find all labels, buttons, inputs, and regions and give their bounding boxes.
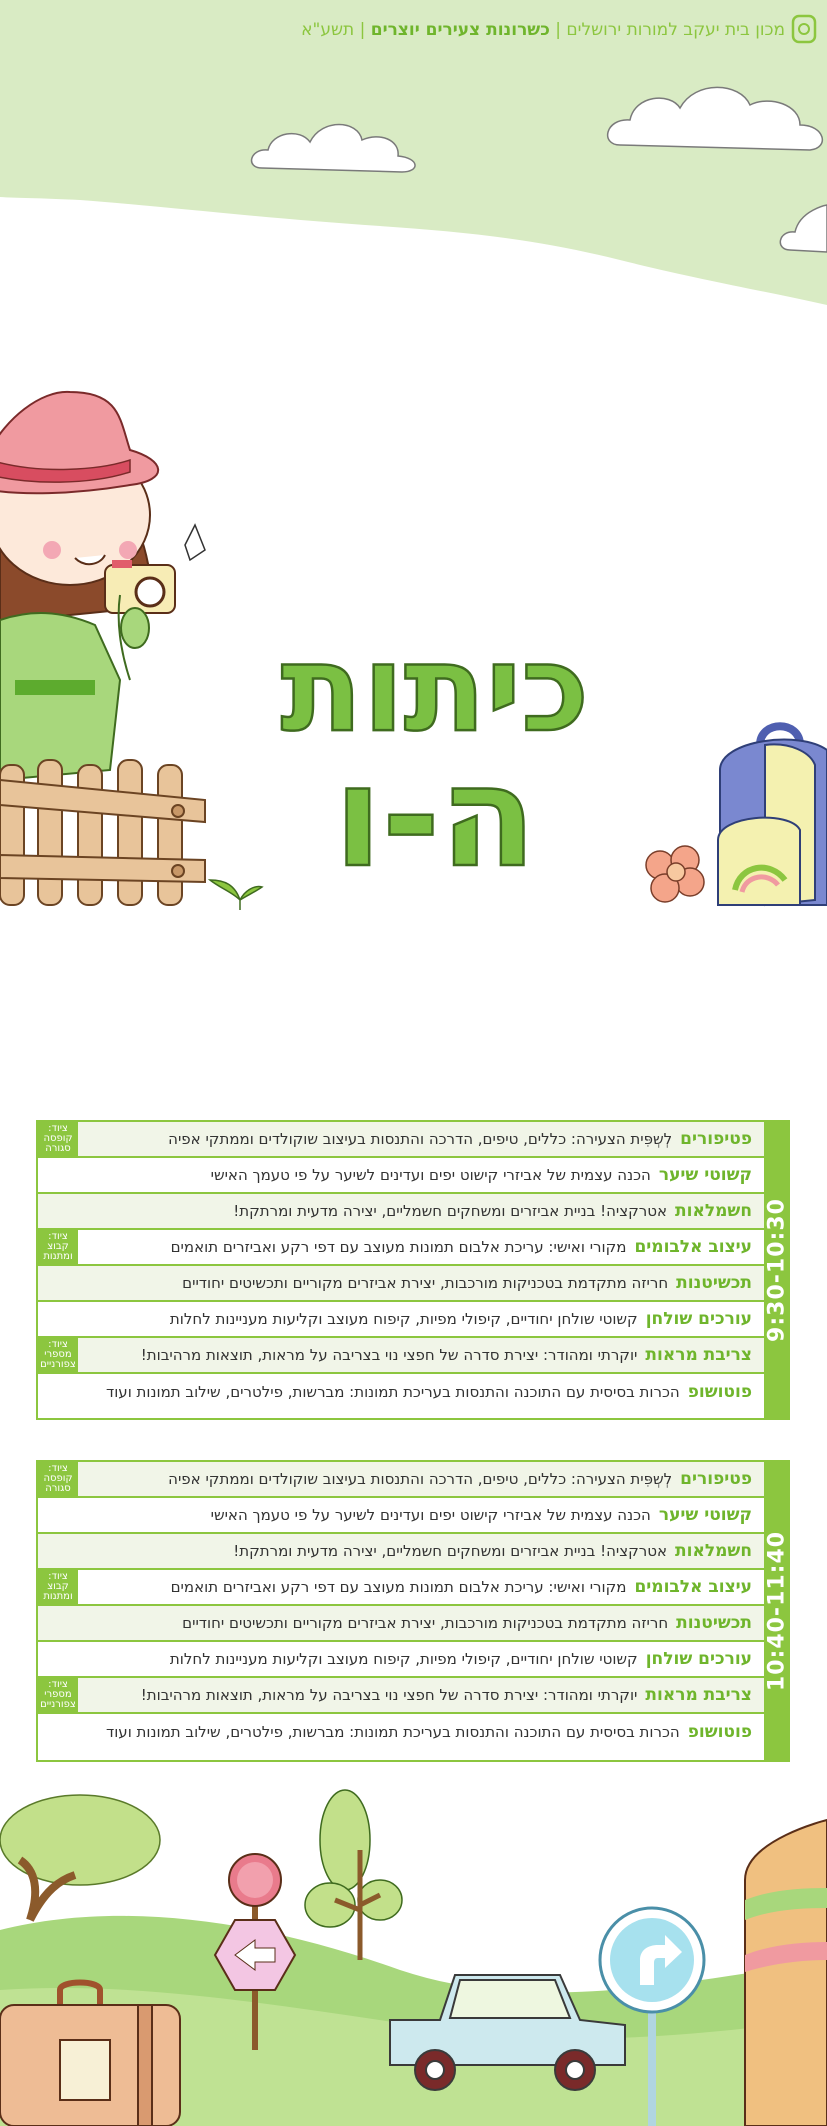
workshop-name: חשמלאות [675,1541,752,1561]
title-line1: כיתות [280,620,590,759]
workshop-list [36,1120,764,1420]
workshop-description: לְשְפִּית הצעירה: כללים, טיפים, הדרכה והתנסות בעיצוב שוקולדים וממתקי אפיה [168,1130,673,1148]
time-slot: 10:40-11:40 [764,1530,790,1692]
workshop-row [38,1122,764,1158]
workshop-description: קשוטי שולחן יחודיים, קיפולי מפיות, קיפוח מעוצב וקליעות מעניינות לחלות [169,1650,638,1668]
workshop-name: פטיפורים [680,1469,752,1489]
time-slot-bar [764,1460,790,1762]
equipment-line: ציוד: [48,1463,68,1474]
workshop-name: תכשיטנות [676,1273,752,1293]
workshop-description: יוקרתי ומהודר: יצירת סדרה של חפצי נוי בצריבה על מראות, תוצאות מרהיבות! [140,1686,638,1704]
equipment-line: ציוד: [48,1231,68,1242]
workshop-description: הכנה עצמית של אביזרי קישוט יפים ועדינים לשיער על פי טעמך האישי [210,1506,651,1524]
equipment-line: קופסה [43,1133,73,1144]
equipment-line: צפורניים [40,1699,76,1710]
equipment-badge [38,1462,78,1496]
workshop-description: קשוטי שולחן יחודיים, קיפולי מפיות, קיפוח מעוצב וקליעות מעניינות לחלות [169,1310,638,1328]
equipment-line: סגורה [45,1143,71,1154]
workshop-row [38,1498,764,1534]
workshop-name: עורכים שולחן [645,1309,752,1329]
workshop-description: חריזה מתקדמת בטכניקות מורכבות, יצירת אביזרים מקוריים ותכשיטים יחודיים [182,1614,669,1632]
workshop-description: הכנה עצמית של אביזרי קישוט יפים ועדינים לשיער על פי טעמך האישי [210,1166,651,1184]
workshop-description: מקורי ואישי: עריכת אלבום תמונות מעוצב עם דפי רקע ואביזרים תואמים [170,1238,627,1256]
sky-background [0,0,827,320]
suitcase-icon [0,1983,180,2126]
flower-icon [646,846,704,902]
backpack-icon [718,726,827,905]
tree-icon [0,1795,160,1920]
workshop-description: אטרקציה! בניית אביזרים ומשחקים חשמליים, יצירה מדעית ומרתקת! [233,1542,668,1560]
workshop-description: לְשְפִּית הצעירה: כללים, טיפים, הדרכה והתנסות בעיצוב שוקולדים וממתקי אפיה [168,1470,673,1488]
workshop-name: עורכים שולחן [645,1649,752,1669]
equipment-line: מספרי [44,1349,72,1360]
equipment-line: סגורה [45,1483,71,1494]
workshop-description: יוקרתי ומהודר: יצירת סדרה של חפצי נוי בצריבה על מראות, תוצאות מרהיבות! [140,1346,638,1364]
equipment-line: ציוד: [48,1339,68,1350]
equipment-badge [38,1122,78,1156]
equipment-line: ציוד: [48,1123,68,1134]
header-text: מכון בית יעקב למורות ירושלים | כשרונות צעירים יוצרים | תשע"א [301,20,785,40]
grade-title [230,615,640,885]
workshop-list [36,1460,764,1762]
workshop-row [38,1194,764,1230]
equipment-line: ומתנות [43,1591,73,1602]
schedule-block-2 [36,1460,790,1762]
equipment-line: קבוצ [47,1241,69,1252]
workshop-row [38,1266,764,1302]
workshop-row [38,1374,764,1410]
workshop-description: מקורי ואישי: עריכת אלבום תמונות מעוצב עם דפי רקע ואביזרים תואמים [170,1578,627,1596]
workshop-name: צריבת מראות [645,1685,752,1705]
workshop-row [38,1302,764,1338]
fence-icon [0,760,205,905]
tree-icon [745,1820,827,2126]
equipment-badge [38,1338,78,1372]
workshop-row [38,1714,764,1750]
equipment-badge [38,1230,78,1264]
workshop-row [38,1338,764,1374]
workshop-name: עיצוב אלבומים [634,1237,752,1257]
workshop-name: קשוטי שיער [658,1165,752,1185]
header-bar [0,14,827,48]
department-name: כשרונות צעירים יוצרים [370,20,550,40]
workshop-description: הכרות בסיסית עם התוכנה והתנסות בעריכת תמונות: מברשות, פילטרים, שילוב תמונות ועוד [106,1383,680,1401]
girl-with-camera-illustration [0,392,205,780]
year-label: תשע"א [301,20,355,40]
tree-icon [305,1790,402,1960]
title-line2: ה-ו [333,736,537,885]
workshop-description: אטרקציה! בניית אביזרים ומשחקים חשמליים, יצירה מדעית ומרתקת! [233,1202,668,1220]
equipment-badge [38,1570,78,1604]
workshop-name: קשוטי שיער [658,1505,752,1525]
workshop-description: הכרות בסיסית עם התוכנה והתנסות בעריכת תמונות: מברשות, פילטרים, שילוב תמונות ועוד [106,1723,680,1741]
workshop-name: צריבת מראות [645,1345,752,1365]
institute-name: מכון בית יעקב למורות ירושלים [566,20,785,40]
workshop-name: פוטושופ [687,1722,752,1742]
sun-logo-icon [791,14,817,44]
equipment-line: קבוצ [47,1581,69,1592]
time-slot-bar [764,1120,790,1420]
workshop-row [38,1230,764,1266]
landscape-illustration [0,1780,827,2126]
equipment-line: צפורניים [40,1359,76,1370]
workshop-name: פטיפורים [680,1129,752,1149]
workshop-name: חשמלאות [675,1201,752,1221]
schedule-block-1 [36,1120,790,1420]
title-letters [281,620,589,885]
workshop-row [38,1158,764,1194]
equipment-line: ציוד: [48,1571,68,1582]
workshop-row [38,1642,764,1678]
workshop-name: תכשיטנות [676,1613,752,1633]
workshop-row [38,1678,764,1714]
equipment-line: קופסה [43,1473,73,1484]
equipment-line: ומתנות [43,1251,73,1262]
workshop-description: חריזה מתקדמת בטכניקות מורכבות, יצירת אביזרים מקוריים ותכשיטים יחודיים [182,1274,669,1292]
workshop-row [38,1534,764,1570]
workshop-name: עיצוב אלבומים [634,1577,752,1597]
workshop-row [38,1462,764,1498]
workshop-name: פוטושופ [687,1382,752,1402]
equipment-line: מספרי [44,1689,72,1700]
equipment-line: ציוד: [48,1679,68,1690]
workshop-row [38,1570,764,1606]
workshop-row [38,1606,764,1642]
time-slot: 9:30-10:30 [764,1198,790,1342]
equipment-badge [38,1678,78,1712]
